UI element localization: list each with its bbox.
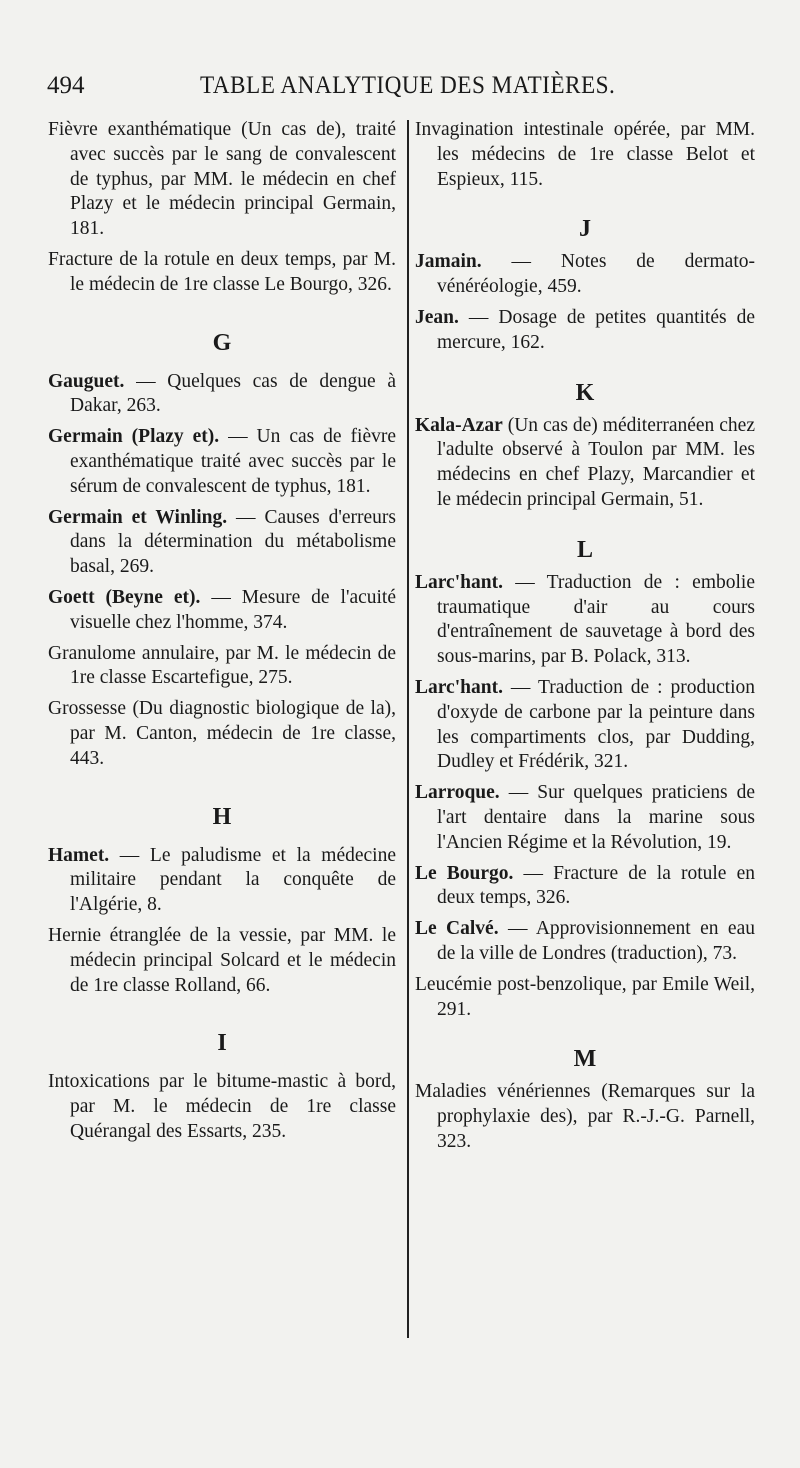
index-entry: Fièvre exanthématique (Un cas de), traité avec succès par le sang de convalescent de typhus, par MM. le médecin en chef Plazy et le médecin principal Germain, 181. <box>48 119 396 240</box>
entry-text: — Un cas de fièvre exanthématique traité avec succès par le sérum de convalescent de typhus, 181. <box>70 426 396 497</box>
entry-headword: Goett (Beyne et). <box>48 586 201 608</box>
index-entry <box>415 571 755 670</box>
index-entry <box>415 676 755 775</box>
section-letter-g: G <box>212 329 232 356</box>
right-column <box>415 118 755 1161</box>
entry-headword: Le Bourgo. <box>415 862 514 884</box>
section-letter-k: K <box>575 379 595 406</box>
index-entry <box>415 862 755 912</box>
section-letter-h: H <box>212 803 232 830</box>
entry-headword: Jamain. <box>415 251 482 273</box>
entry-text: — Notes de dermato-vénéréologie, 459. <box>437 251 755 298</box>
index-entry: Hernie étranglée de la vessie, par MM. le médecin principal Solcard et le médecin de 1re classe Rolland, 66. <box>48 924 396 996</box>
column-divider <box>407 120 409 1338</box>
index-entry: Leucémie post-benzolique, par Emile Weil, 291. <box>415 973 755 1020</box>
entry-text: — Traduction de : production d'oxyde de carbone par la peinture dans les compartiments clos, par Dudding, Dudley et Frédérik, 321. <box>437 676 755 773</box>
left-column <box>48 118 396 1151</box>
section-letter-j: J <box>579 216 591 243</box>
index-entry: Fracture de la rotule en deux temps, par M. le médecin de 1re classe Le Bourgo, 326. <box>48 248 396 295</box>
entry-text: — Le paludisme et la médecine militaire pendant la conquête de l'Algérie, 8. <box>70 844 396 916</box>
running-title: TABLE ANALYTIQUE DES MATIÈRES. <box>200 72 616 99</box>
index-entry <box>48 844 396 918</box>
entry-text: (Un cas de) méditerranéen chez l'adulte observé à Toulon par MM. les médecins en chef Plazy, Marcandier et le médecin principal Germain, 51. <box>437 414 755 510</box>
page-number: 494 <box>47 72 85 99</box>
entry-headword: Larc'hant. <box>415 676 503 698</box>
index-entry <box>415 781 755 855</box>
entry-headword: Hamet. <box>48 844 110 866</box>
index-entry <box>48 586 396 636</box>
section-letter-l: L <box>576 536 593 563</box>
index-entry: Intoxications par le bitume-mastic à bord, par M. le médecin de 1re classe Quérangal des Essarts, 235. <box>48 1071 396 1142</box>
index-entry <box>415 250 755 300</box>
entry-headword: Jean. <box>415 306 459 328</box>
entry-text: — Quelques cas de dengue à Dakar, 263. <box>70 370 396 417</box>
entry-headword: Germain et Winling. <box>48 506 228 528</box>
entry-headword: Kala-Azar <box>415 414 503 436</box>
index-entry <box>48 370 396 420</box>
entry-headword: Germain (Plazy et). <box>48 426 220 448</box>
index-entry <box>415 917 755 967</box>
index-entry <box>48 506 396 580</box>
entry-text: — Traduction de : embolie traumatique d'air au cours d'entraînement de sauvetage à bord des sous-marins, par B. Polack, 313. <box>437 571 755 668</box>
index-entry: Maladies vénériennes (Remarques sur la prophylaxie des), par R.-J.-G. Parnell, 323. <box>415 1081 755 1152</box>
index-entry: Invagination intestinale opérée, par MM. les médecins de 1re classe Belot et Espieux, 115. <box>415 119 755 190</box>
entry-headword: Gauguet. <box>48 370 125 392</box>
entry-text: — Approvisionnement en eau de la ville de Londres (traduction), 73. <box>437 918 755 964</box>
entry-headword: Larc'hant. <box>415 571 503 593</box>
entry-headword: Le Calvé. <box>415 918 499 940</box>
index-entry <box>415 414 755 513</box>
entry-text: — Dosage de petites quantités de mercure, 162. <box>437 306 755 353</box>
entry-text: — Sur quelques praticiens de l'art dentaire dans la marine sous l'Ancien Régime et la Révolution, 19. <box>437 782 755 853</box>
index-entry <box>48 425 396 499</box>
index-entry: Granulome annulaire, par M. le médecin de 1re classe Escartefigue, 275. <box>48 642 396 689</box>
entry-text: — Causes d'erreurs dans la détermination du métabolisme basal, 269. <box>70 506 396 578</box>
section-letter-m: M <box>573 1046 597 1073</box>
entry-text: — Mesure de l'acuité visuelle chez l'homme, 374. <box>70 586 397 633</box>
index-entry: Grossesse (Du diagnostic biologique de la), par M. Canton, médecin de 1re classe, 443. <box>48 698 396 769</box>
section-letter-i: I <box>217 1030 227 1057</box>
entry-text: — Fracture de la rotule en deux temps, 326. <box>437 862 755 909</box>
entry-headword: Larroque. <box>415 782 500 804</box>
index-entry <box>415 306 755 356</box>
